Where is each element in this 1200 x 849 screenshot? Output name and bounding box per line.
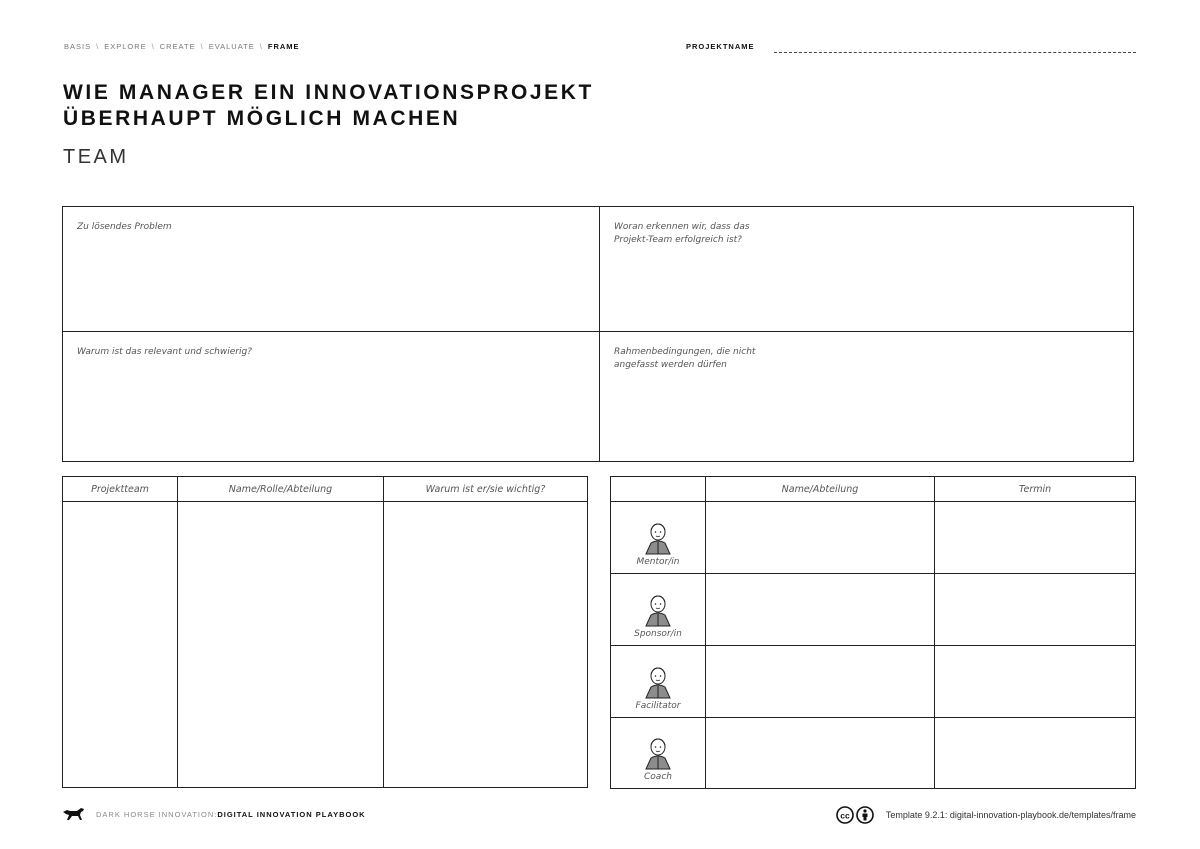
breadcrumb-separator: \ — [151, 42, 155, 51]
role-row-facilitator — [611, 646, 1136, 718]
breadcrumb-item-create[interactable]: CREATE — [159, 42, 196, 51]
success-label-line-1: Woran erkennen wir, dass das — [614, 222, 750, 232]
success-label — [614, 221, 750, 247]
role-cell — [611, 502, 706, 574]
person-icon — [643, 593, 673, 627]
name-abteilung-cell[interactable] — [706, 646, 935, 718]
project-name-field[interactable] — [774, 52, 1136, 53]
svg-text:cc: cc — [840, 810, 850, 821]
person-icon — [643, 736, 673, 770]
role-label-facilitator: Facilitator — [635, 701, 681, 711]
role-cell — [611, 574, 706, 646]
project-team-table — [62, 476, 588, 788]
success-label-line-2: Projekt-Team erfolgreich ist? — [614, 235, 742, 245]
constraints-label — [614, 346, 755, 372]
page-subtitle: TEAM — [63, 146, 129, 168]
footer-brand-strong: DIGITAL INNOVATION PLAYBOOK — [217, 809, 366, 819]
person-icon — [643, 665, 673, 699]
constraints-cell[interactable] — [600, 332, 1134, 462]
footer-brand-prefix: DARK HORSE INNOVATION: — [96, 809, 218, 819]
role-row-coach — [611, 718, 1136, 789]
page-title — [63, 80, 594, 132]
horse-icon — [62, 807, 86, 821]
column-header-name-abteilung: Name/Abteilung — [706, 477, 935, 502]
name-rolle-cell[interactable] — [178, 502, 384, 788]
breadcrumb — [64, 42, 300, 51]
role-row-sponsor — [611, 574, 1136, 646]
page-title-line-2: ÜBERHAUPT MÖGLICH MACHEN — [63, 107, 461, 130]
breadcrumb-item-evaluate[interactable]: EVALUATE — [208, 42, 255, 51]
constraints-label-line-2: angefasst werden dürfen — [614, 360, 727, 370]
breadcrumb-item-frame[interactable]: FRAME — [267, 42, 300, 51]
column-header-projektteam: Projektteam — [63, 477, 178, 502]
constraints-label-line-1: Rahmenbedingungen, die nicht — [614, 347, 756, 357]
person-icon — [643, 521, 673, 555]
column-header-warum: Warum ist er/sie wichtig? — [384, 477, 588, 502]
breadcrumb-separator: \ — [200, 42, 204, 51]
breadcrumb-separator: \ — [259, 42, 263, 51]
footer-brand — [62, 807, 366, 821]
success-cell[interactable] — [600, 207, 1134, 331]
attribution-icon — [856, 806, 874, 824]
breadcrumb-item-explore[interactable]: EXPLORE — [104, 42, 147, 51]
page-title-line-1: WIE MANAGER EIN INNOVATIONSPROJEKT — [63, 81, 594, 104]
termin-cell[interactable] — [935, 718, 1136, 789]
name-abteilung-cell[interactable] — [706, 502, 935, 574]
name-abteilung-cell[interactable] — [706, 718, 935, 789]
relevance-cell[interactable] — [63, 332, 599, 462]
project-name-label: PROJEKTNAME — [686, 42, 755, 51]
termin-cell[interactable] — [935, 574, 1136, 646]
role-cell — [611, 646, 706, 718]
column-header-name-rolle: Name/Rolle/Abteilung — [178, 477, 384, 502]
role-cell — [611, 718, 706, 789]
relevance-label: Warum ist das relevant und schwierig? — [77, 347, 252, 357]
frame-grid — [62, 206, 1134, 462]
problem-label: Zu lösendes Problem — [77, 222, 172, 232]
role-row-mentor — [611, 502, 1136, 574]
footer-license — [836, 806, 1136, 824]
breadcrumb-item-basis[interactable]: BASIS — [64, 42, 92, 51]
warum-cell[interactable] — [384, 502, 588, 788]
role-label-coach: Coach — [644, 772, 672, 782]
problem-cell[interactable] — [63, 207, 599, 331]
roles-table — [610, 476, 1136, 789]
cc-icon — [836, 806, 854, 824]
column-header-role — [611, 477, 706, 502]
projektteam-cell[interactable] — [63, 502, 178, 788]
name-abteilung-cell[interactable] — [706, 574, 935, 646]
termin-cell[interactable] — [935, 646, 1136, 718]
breadcrumb-separator: \ — [96, 42, 100, 51]
role-label-sponsor: Sponsor/in — [634, 629, 682, 639]
role-label-mentor: Mentor/in — [636, 557, 680, 567]
template-link[interactable]: Template 9.2.1: digital-innovation-playbook.de/templates/frame — [885, 810, 1136, 820]
termin-cell[interactable] — [935, 502, 1136, 574]
column-header-termin: Termin — [935, 477, 1136, 502]
creative-commons-icon — [836, 806, 874, 824]
